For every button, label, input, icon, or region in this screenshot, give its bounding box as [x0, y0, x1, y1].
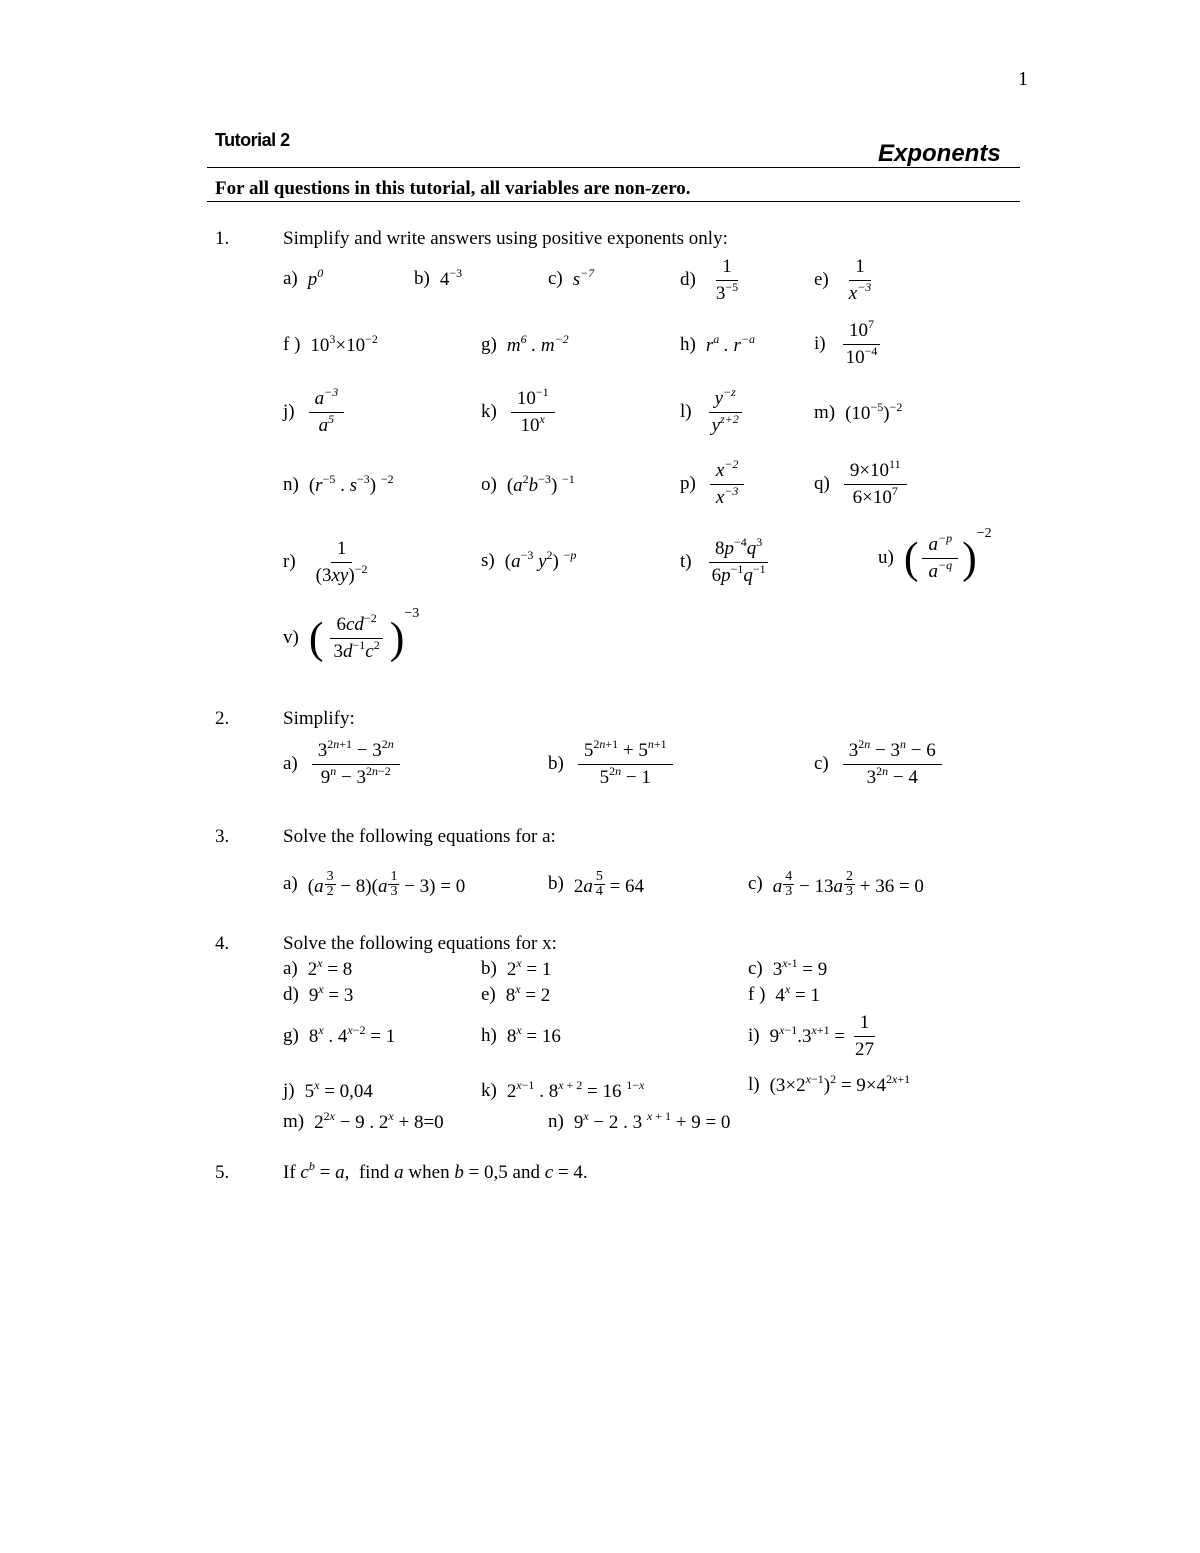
question-3-number: 3. — [215, 826, 230, 847]
question-5-text: If $c^b = a$, find a when b = 0,5 and c = 4. — [283, 1159, 588, 1183]
note-rule — [207, 201, 1020, 202]
q1-part-h: h) $r^a$ . $r^{-a}$ — [680, 331, 755, 356]
question-5-number: 5. — [215, 1162, 230, 1183]
q1-part-g: g) $m^6$ . $m^{-2}$ — [481, 331, 569, 356]
q1-part-v: v) ( $\frac{6cd^{-2}}{3d^{-1}c^2}$ )$^{-3}$ — [283, 606, 420, 663]
question-1-number: 1. — [215, 228, 230, 249]
q1-part-l: l) $\frac{y^{-z}}{y^{z+2}}$ — [680, 386, 749, 439]
question-2-text: Simplify: — [283, 708, 355, 729]
q1-part-p: p) $\frac{x^{-2}}{x^{-3}}$ — [680, 458, 748, 511]
q4-part-c: c) $3^{x-1} = 9$ — [748, 955, 828, 980]
q1-part-e: e) $\frac{1}{x^{-3}}$ — [814, 256, 872, 304]
q3-part-c: c) a $\frac{4}{3}$ − 13a $\frac{2}{3}$ + 36 = 0 — [748, 869, 924, 899]
q1-part-j: j) $\frac{a^{-3}}{a^5}$ — [283, 386, 348, 439]
q1-part-o: o) $(a^2b^{-3})$ $^{-1}$ — [481, 471, 575, 496]
q4-part-f: f ) $4^x = 1$ — [748, 981, 820, 1006]
q4-part-m: m) $2^{2x} - 9$ . $2^x + 8=0$ — [283, 1108, 444, 1133]
q4-part-j: j) $5^x = 0,04$ — [283, 1077, 373, 1102]
question-1-text: Simplify and write answers using positive exponents only: — [283, 228, 728, 249]
q4-part-i: i) $9^{x-1}.3^{x+1}$ = $\frac{1}{27}$ — [748, 1012, 875, 1060]
question-2-number: 2. — [215, 708, 230, 729]
q4-part-g: g) 8$^x$ . $4^{x-2} = 1$ — [283, 1022, 396, 1047]
q4-part-b: b) $2^x = 1$ — [481, 955, 552, 980]
q1-part-u: u) ( $\frac{a^{-p}}{a^{-q}}$ )$^{-2}$ — [878, 526, 992, 583]
q1-part-f: f ) $10^3\times 10^{-2}$ — [283, 331, 378, 356]
q4-part-h: h) $8^x = 16$ — [481, 1022, 561, 1047]
q2-part-c: c) $\frac{3^{2n} - 3^n - 6}{3^{2n} - 4}$ — [814, 738, 946, 791]
q4-part-k: k) $2^{x-1}$ . $8^{x + 2} = 16$ $^{1-x}$ — [481, 1077, 645, 1102]
q3-part-a: a) (a $\frac{3}{2}$ − 8)(a $\frac{1}{3}$ − 3) = 0 — [283, 869, 466, 899]
q4-part-n: n) $9^x - 2$ . 3 $^{x + 1}$ + 9 = 0 — [548, 1108, 731, 1133]
q1-part-s: s) ($a^{-3}$ $y^2$) $^{-p}$ — [481, 547, 577, 572]
q4-part-d: d) $9^x = 3$ — [283, 981, 354, 1006]
q2-part-b: b) $\frac{5^{2n+1} + 5^{n+1}}{5^{2n} - 1}$ — [548, 738, 677, 791]
q1-part-c: c) $s^{-7}$ — [548, 265, 595, 290]
q4-part-e: e) $8^x = 2$ — [481, 981, 551, 1006]
question-4-text: Solve the following equations for x: — [283, 933, 557, 954]
q1-part-t: t) $\frac{8p^{-4}q^3}{6p^{-1}q^{-1}}$ — [680, 536, 776, 589]
topic-title: Exponents — [878, 140, 1001, 167]
q1-part-q: q) $\frac{9\times 10^{11}}{6\times 10^7}$ — [814, 458, 911, 511]
q1-part-a: a) $p^0$ — [283, 265, 324, 290]
q1-part-i: i) $\frac{10^7}{10^{-4}}$ — [814, 318, 887, 371]
header-rule — [207, 167, 1020, 168]
question-4-number: 4. — [215, 933, 230, 954]
page-number: 1 — [1018, 68, 1028, 90]
q1-part-m: m) $(10^{-5})^{-2}$ — [814, 399, 903, 424]
tutorial-title: Tutorial 2 — [215, 130, 290, 150]
q1-part-b: b) $4^{-3}$ — [414, 265, 463, 290]
q1-part-d: d) $\frac{1}{3^{-5}}$ — [680, 256, 739, 304]
q2-part-a: a) $\frac{3^{2n+1} - 3^{2n}}{9^n - 3^{2n-2}}$ — [283, 738, 404, 791]
instruction-note: For all questions in this tutorial, all variables are non-zero. — [215, 178, 691, 199]
q3-part-b: b) 2a $\frac{5}{4}$ = 64 — [548, 869, 645, 899]
question-3-text: Solve the following equations for a: — [283, 826, 556, 847]
q1-part-r: r) $\frac{1}{(3xy)^{-2}}$ — [283, 538, 368, 586]
q1-part-n: n) ($r^{-5}$ . $s^{-3}$) $^{-2}$ — [283, 471, 394, 496]
q4-part-l: l) $(3\times 2^{x-1})^2 = 9\times 4^{2x+1}$ — [748, 1071, 911, 1096]
q4-part-a: a) $2^x = 8$ — [283, 955, 353, 980]
q1-part-k: k) $\frac{10^{-1}}{10^x}$ — [481, 386, 559, 439]
